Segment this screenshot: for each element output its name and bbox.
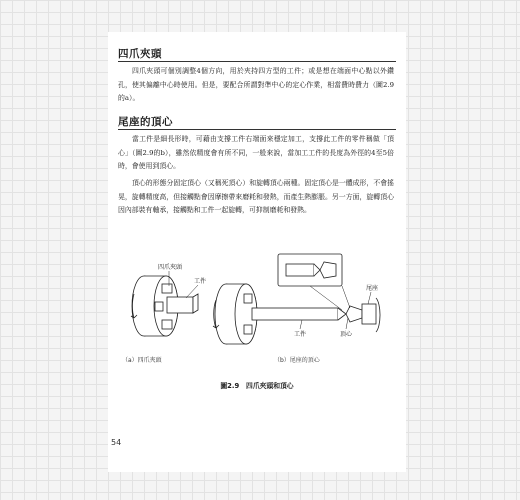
title-underline bbox=[118, 129, 396, 130]
paragraph-center-usage: 當工件是細長形時，可藉由支撐工件右端面來穩定加工，支撐此工件的零件稱做「頂心」（圖2.9的b），雖然依精度會有所不同，一般來說，當加工工件的長度為外徑的4至5倍時，會使用到頂心。 bbox=[118, 135, 394, 170]
figure-caption: 圖2.9 四爪夾頭和頂心 bbox=[220, 382, 294, 390]
paragraph-four-jaw-chuck: 四爪夾頭可個別調整4個方向，用於夾持四方型的工件；或是想在端面中心點以外鑽孔，使其偏離中心時使用。但是，要配合所謂對準中心的定心作業，相當費時費力（圖2.9的a）。 bbox=[118, 67, 394, 102]
four-jaw-chuck-drawing bbox=[131, 276, 198, 336]
label-four-jaw-chuck: 四爪夾頭 bbox=[158, 264, 183, 271]
caption-a: （a）四爪夾頭 bbox=[122, 357, 162, 364]
figure-illustration bbox=[114, 236, 400, 370]
paragraph-center-types: 頂心的形態分固定頂心（又稱死頂心）和旋轉頂心兩種。固定頂心是一體成形，不會搖晃，旋轉精度高，但接觸點會因摩擦帶來磨耗和發熱，而產生熱膨脹。另一方面，旋轉頂心因內部裝有軸承，接觸點和工件一起旋轉，可抑制磨耗和發熱。 bbox=[118, 179, 394, 214]
section-title-tailstock-center: 尾座的頂心 bbox=[118, 116, 173, 128]
label-workpiece-b: 工件 bbox=[294, 331, 307, 338]
page-number: 54 bbox=[111, 438, 122, 447]
caption-b: （b）尾座的頂心 bbox=[274, 357, 320, 364]
title-underline bbox=[118, 61, 396, 62]
figure-2-9 bbox=[114, 236, 400, 370]
label-workpiece-a: 工件 bbox=[194, 278, 207, 285]
label-center: 頂心 bbox=[340, 331, 353, 338]
label-tailstock: 尾座 bbox=[366, 285, 379, 292]
book-page bbox=[108, 32, 406, 472]
section-title-four-jaw-chuck: 四爪夾頭 bbox=[118, 48, 162, 60]
